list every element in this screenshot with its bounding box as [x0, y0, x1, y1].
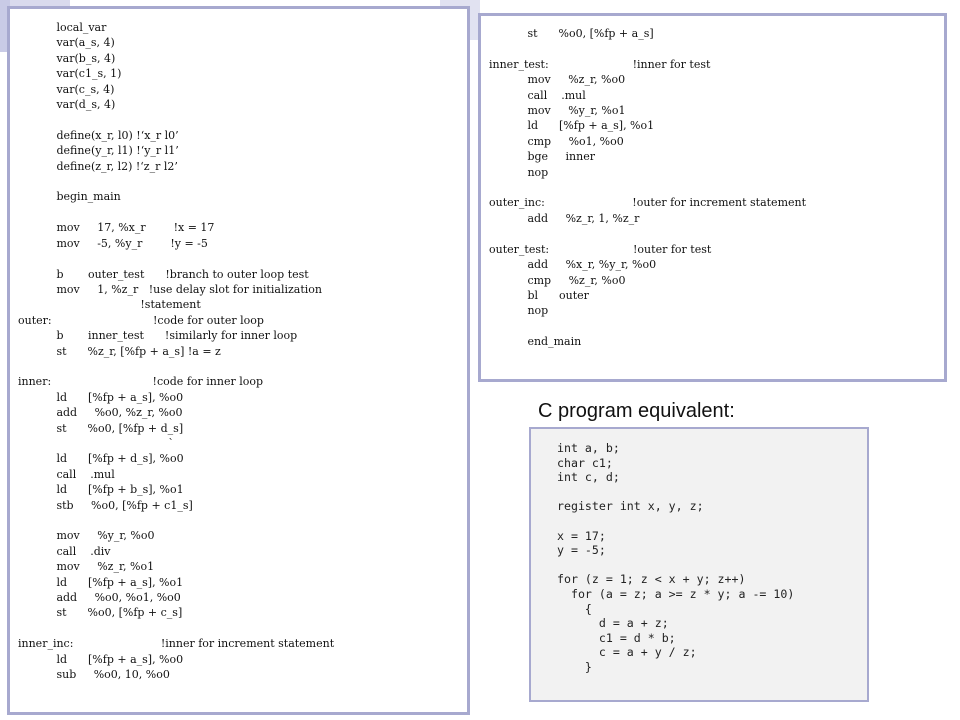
code-line: cmp %z_r, %o0 — [489, 273, 626, 287]
code-line: define(z_r, l2) !‘z_r l2’ — [18, 159, 178, 173]
code-line: mov 17, %x_r !x = 17 — [18, 221, 215, 235]
code-line: outer_test: !outer for test — [489, 242, 712, 256]
code-line: ld [%fp + d_s], %o0 — [18, 452, 184, 466]
assembly-code-left — [18, 20, 334, 682]
code-line: add %o0, %o1, %o0 — [18, 591, 181, 605]
code-line: sub %o0, 10, %o0 — [18, 668, 170, 682]
code-line: add %z_r, 1, %z_r — [489, 211, 640, 225]
code-line: bl outer — [489, 288, 589, 302]
code-line: c1 = d * b; — [557, 630, 676, 645]
code-line: mov %z_r, %o1 — [18, 560, 155, 574]
code-line: inner_test: !inner for test — [489, 57, 711, 71]
code-line: st %o0, [%fp + c_s] — [18, 606, 183, 620]
assembly-code-panel-right — [478, 13, 947, 382]
code-line: for (a = z; a >= z * y; a -= 10) — [557, 586, 795, 601]
code-line: register int x, y, z; — [557, 499, 704, 514]
code-line: b inner_test !similarly for inner loop — [18, 329, 298, 343]
code-line: x = 17; — [557, 528, 606, 543]
code-line: ld [%fp + a_s], %o0 — [18, 390, 184, 404]
code-line: st %z_r, [%fp + a_s] !a = z — [18, 344, 221, 358]
code-line: mov %y_r, %o0 — [18, 529, 155, 543]
code-line: { — [557, 601, 592, 616]
code-line: } — [557, 659, 592, 674]
c-code-panel — [529, 427, 869, 702]
code-line: mov %y_r, %o1 — [489, 104, 626, 118]
code-line: define(x_r, l0) !‘x_r l0’ — [18, 128, 179, 142]
code-line: ` — [18, 436, 174, 450]
code-line: b outer_test !branch to outer loop test — [18, 267, 309, 281]
code-line: var(c1_s, 1) — [18, 67, 122, 81]
code-line: int c, d; — [557, 470, 620, 485]
code-line: end_main — [489, 335, 582, 349]
code-line: char c1; — [557, 455, 613, 470]
code-line: for (z = 1; z < x + y; z++) — [557, 572, 746, 587]
code-line: local_var — [18, 21, 107, 34]
code-line: y = -5; — [557, 543, 606, 558]
code-line: call .mul — [18, 467, 115, 481]
code-line: ld [%fp + a_s], %o0 — [18, 652, 184, 666]
code-line: outer: !code for outer loop — [18, 313, 264, 327]
code-line: stb %o0, [%fp + c1_s] — [18, 498, 193, 512]
assembly-code-right — [489, 26, 806, 350]
code-line: call .div — [18, 544, 111, 558]
code-line: add %o0, %z_r, %o0 — [18, 406, 183, 420]
code-line: int a, b; — [557, 441, 620, 455]
c-code — [557, 441, 794, 675]
code-line: cmp %o1, %o0 — [489, 134, 624, 148]
code-line: call .mul — [489, 88, 586, 102]
assembly-code-panel-left — [7, 6, 470, 715]
code-line: bge inner — [489, 150, 595, 164]
code-line: ld [%fp + a_s], %o1 — [489, 119, 655, 133]
code-line: mov %z_r, %o0 — [489, 73, 626, 87]
code-line: nop — [489, 304, 549, 318]
code-line: mov 1, %z_r !use delay slot for initialization — [18, 282, 322, 296]
code-line: !statement — [18, 298, 201, 312]
code-line: st %o0, [%fp + a_s] — [489, 27, 654, 40]
code-line: var(c_s, 4) — [18, 82, 115, 96]
code-line: c = a + y / z; — [557, 645, 697, 660]
code-line: nop — [489, 165, 549, 179]
code-line: d = a + z; — [557, 616, 669, 631]
code-line: define(y_r, l1) !‘y_r l1’ — [18, 144, 179, 158]
code-line: ld [%fp + b_s], %o1 — [18, 483, 184, 497]
code-line: st %o0, [%fp + d_s] — [18, 421, 184, 435]
code-line: var(a_s, 4) — [18, 36, 115, 50]
code-line: var(d_s, 4) — [18, 98, 116, 112]
code-line: begin_main — [18, 190, 121, 204]
code-line: inner: !code for inner loop — [18, 375, 264, 389]
code-line: inner_inc: !inner for increment statement — [18, 637, 335, 651]
c-program-caption: C program equivalent: — [538, 400, 735, 422]
code-line: var(b_s, 4) — [18, 51, 116, 65]
code-line: add %x_r, %y_r, %o0 — [489, 258, 657, 272]
code-line: outer_inc: !outer for increment statement — [489, 196, 807, 210]
code-line: mov -5, %y_r !y = -5 — [18, 236, 208, 250]
code-line: ld [%fp + a_s], %o1 — [18, 575, 184, 589]
